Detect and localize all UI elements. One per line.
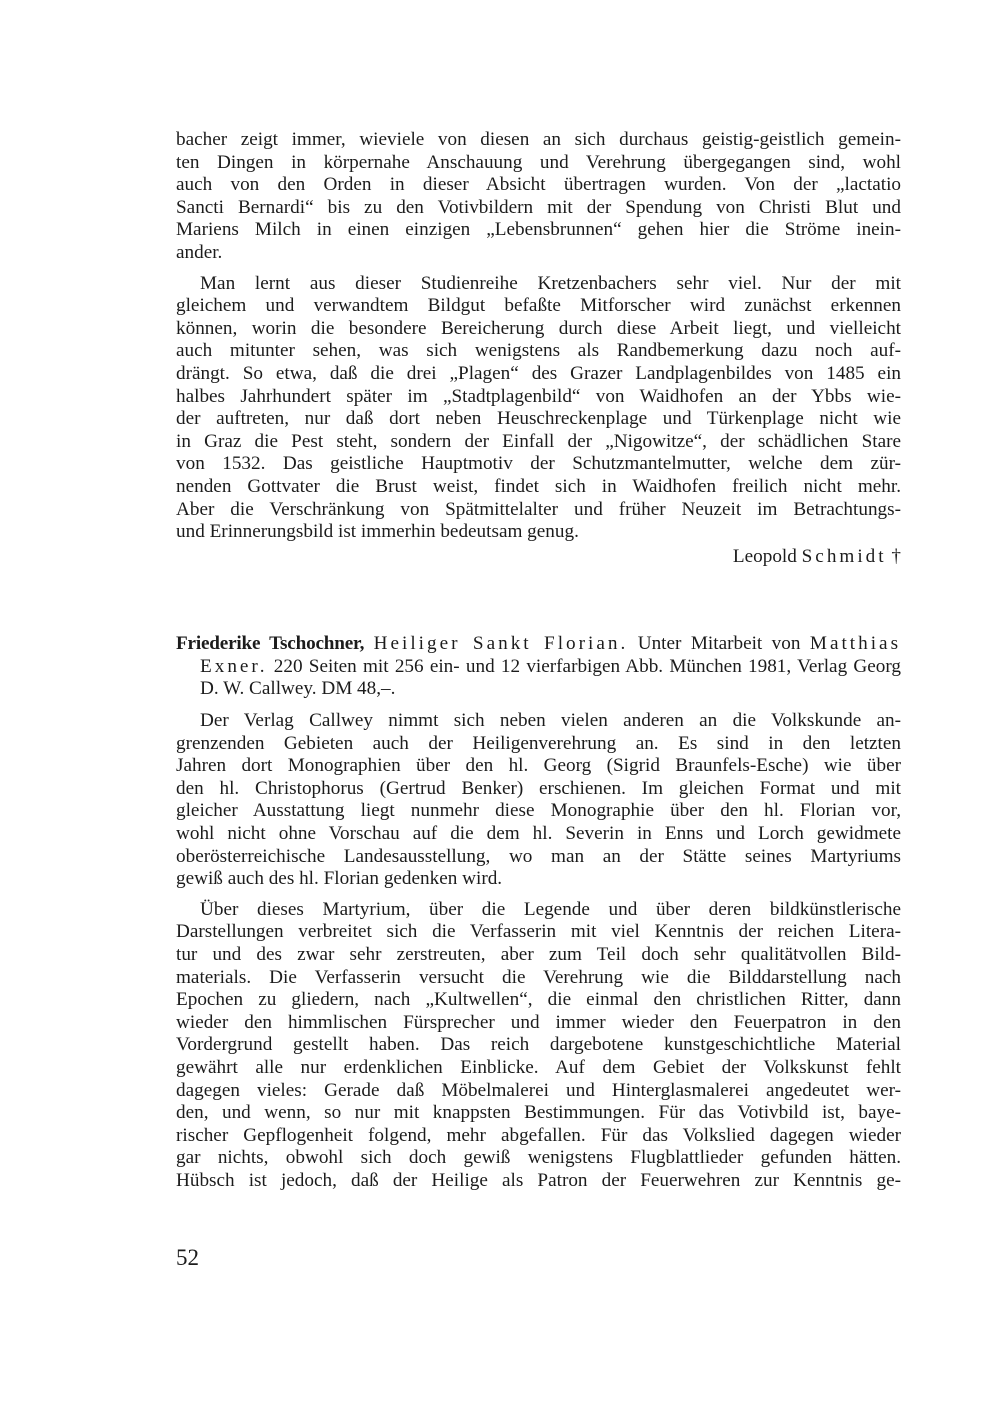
book-title: Heiliger Sankt Florian. bbox=[373, 633, 629, 655]
text-line: drängt. So etwa, daß die drei „Plagen“ des Grazer Landplagenbildes von 1485 ein bbox=[176, 362, 901, 384]
text-line: Vordergrund gestellt haben. Das reich dargebotene kunstgeschichtliche Material bbox=[176, 1034, 901, 1056]
book-author: Friederike Tschochner, bbox=[176, 633, 365, 655]
text-line: rischer Gepflogenheit folgend, mehr abgefallen. Für das Volkslied dagegen wieder bbox=[176, 1124, 901, 1146]
text-line: ten Dingen in körpernahe Anschauung und Verehrung übergegangen sind, wohl bbox=[176, 151, 901, 173]
text-line: können, worin die besondere Bereicherung durch diese Arbeit liegt, und vielleicht bbox=[176, 317, 901, 339]
text-line: Jahren dort Monographien über den hl. Georg (Sigrid Braunfels-Esche) wie über bbox=[176, 755, 901, 777]
text-line: Der Verlag Callwey nimmt sich neben vielen anderen an die Volkskunde an- bbox=[200, 710, 901, 732]
text-line: wohl nicht ohne Vorschau auf die dem hl. Severin in Enns und Lorch gewidmete bbox=[176, 823, 901, 845]
text-line: ander. bbox=[176, 241, 223, 263]
review-bibliographic-entry bbox=[176, 633, 901, 701]
text-line: auch von den Orden in dieser Absicht übertragen wurden. Von der „lactatio bbox=[176, 174, 901, 196]
text-line: der auftreten, nur daß dort neben Heuschreckenplage und Türkenplage nicht wie bbox=[176, 408, 901, 430]
text-line: gleichem und verwandtem Bildgut befaßte Mitforscher wird zunächst erkennen bbox=[176, 295, 901, 317]
text-line: bacher zeigt immer, wieviele von diesen an sich durchaus geistig-geistlich gemein- bbox=[176, 129, 901, 150]
text-line: gleicher Ausstattung liegt nunmehr diese Monographie über den hl. Florian vor, bbox=[176, 800, 901, 822]
text-line: Über dieses Martyrium, über die Legende und über deren bildkünstlerische bbox=[200, 898, 901, 920]
text-line: dagegen vieles: Gerade daß Möbelmalerei und Hinterglasmalerei angedeutet wer- bbox=[176, 1079, 901, 1101]
text-line: Sancti Bernardi“ bis zu den Votivbildern mit der Spendung von Christi Blut und bbox=[176, 196, 901, 218]
text-line: grenzenden Gebieten auch der Heiligenverehrung an. Es sind in den letzten bbox=[176, 732, 901, 754]
text-line: auch mitunter sehen, was sich wenigstens als Randbemerkung dazu noch auf- bbox=[176, 340, 901, 362]
text-line: von 1532. Das geistliche Hauptmotiv der Schutzmantelmutter, welche dem zür- bbox=[176, 453, 901, 475]
text-line: Hübsch ist jedoch, daß der Heilige als Patron der Feuerwehren zur Kenntnis ge- bbox=[176, 1169, 901, 1191]
text-line: den hl. Christophorus (Gertrud Benker) erschienen. Im gleichen Format und mit bbox=[176, 777, 901, 799]
text-line: gewiß auch des hl. Florian gedenken wird. bbox=[176, 868, 503, 890]
review-paragraph bbox=[176, 273, 901, 544]
review-paragraph bbox=[176, 899, 901, 1193]
page-content bbox=[176, 129, 901, 1193]
reviewer-last-name: Schmidt bbox=[801, 545, 887, 567]
text-line: Darstellungen verbreitet sich die Verfasserin mit viel Kenntnis der reichen Litera- bbox=[176, 921, 901, 943]
text-line: und Erinnerungsbild ist immerhin bedeutsam genug. bbox=[176, 521, 579, 543]
text-line: in Graz die Pest steht, sondern der Einfall der „Nigowitze“, der schädlichen Stare bbox=[176, 430, 901, 452]
text-line: materials. Die Verfasserin versucht die Verehrung wie die Bilddarstellung nach bbox=[176, 966, 901, 988]
text-line: tur und des zwar sehr zerstreuten, aber zum Teil doch sehr qualitätvollen Bild- bbox=[176, 944, 901, 965]
reviewer-first-name: Leopold bbox=[732, 545, 797, 567]
collaboration-prefix: Unter Mitarbeit von bbox=[637, 633, 801, 655]
continuation-paragraph bbox=[176, 129, 901, 265]
text-line: Mariens Milch in einen einzigen „Lebensbrunnen“ gehen hier die Ströme inein- bbox=[176, 219, 901, 241]
text-line: Epochen zu gliedern, nach „Kultwellen“, die einmal den christlichen Ritter, dann bbox=[176, 989, 901, 1011]
text-line: den, und wenn, so nur mit knappsten Bestimmungen. Für das Votivbild ist, baye- bbox=[176, 1102, 901, 1124]
text-line: Man lernt aus dieser Studienreihe Kretzenbachers sehr viel. Nur der mit bbox=[200, 272, 901, 294]
text-line: wieder den himmlischen Fürsprecher und immer wieder den Feuerpatron in den bbox=[176, 1011, 901, 1033]
text-line: Aber die Verschränkung von Spätmittelalter und früher Neuzeit im Betrachtungs- bbox=[176, 498, 901, 520]
text-line: nenden Gottvater die Brust weist, findet sich in Waidhofen freilich nicht mehr. bbox=[176, 475, 901, 497]
review-paragraph bbox=[176, 710, 901, 891]
text-line: halbes Jahrhundert später im „Stadtplagenbild“ von Waidhofen an der Ybbs wie- bbox=[176, 385, 901, 407]
book-details: 220 Seiten mit 256 ein- und 12 vierfarbigen Abb. München 1981, Verlag Georg D. W. Callwey. DM 48,–. bbox=[200, 655, 901, 700]
text-line: gewährt alle nur erdenklichen Einblicke. Auf dem Gebiet der Volkskunst fehlt bbox=[176, 1056, 901, 1078]
page-number: 52 bbox=[176, 1245, 199, 1270]
text-line: gar nichts, obwohl sich doch gewiß wenigstens Flugblattlieder gefunden hätten. bbox=[176, 1147, 901, 1169]
book-collaborator: Matthias Exner. bbox=[200, 633, 902, 677]
reviewer-signature bbox=[176, 546, 901, 569]
deceased-mark: † bbox=[891, 545, 901, 567]
text-line: oberösterreichische Landesausstellung, wo man an der Stätte seines Martyriums bbox=[176, 845, 901, 867]
